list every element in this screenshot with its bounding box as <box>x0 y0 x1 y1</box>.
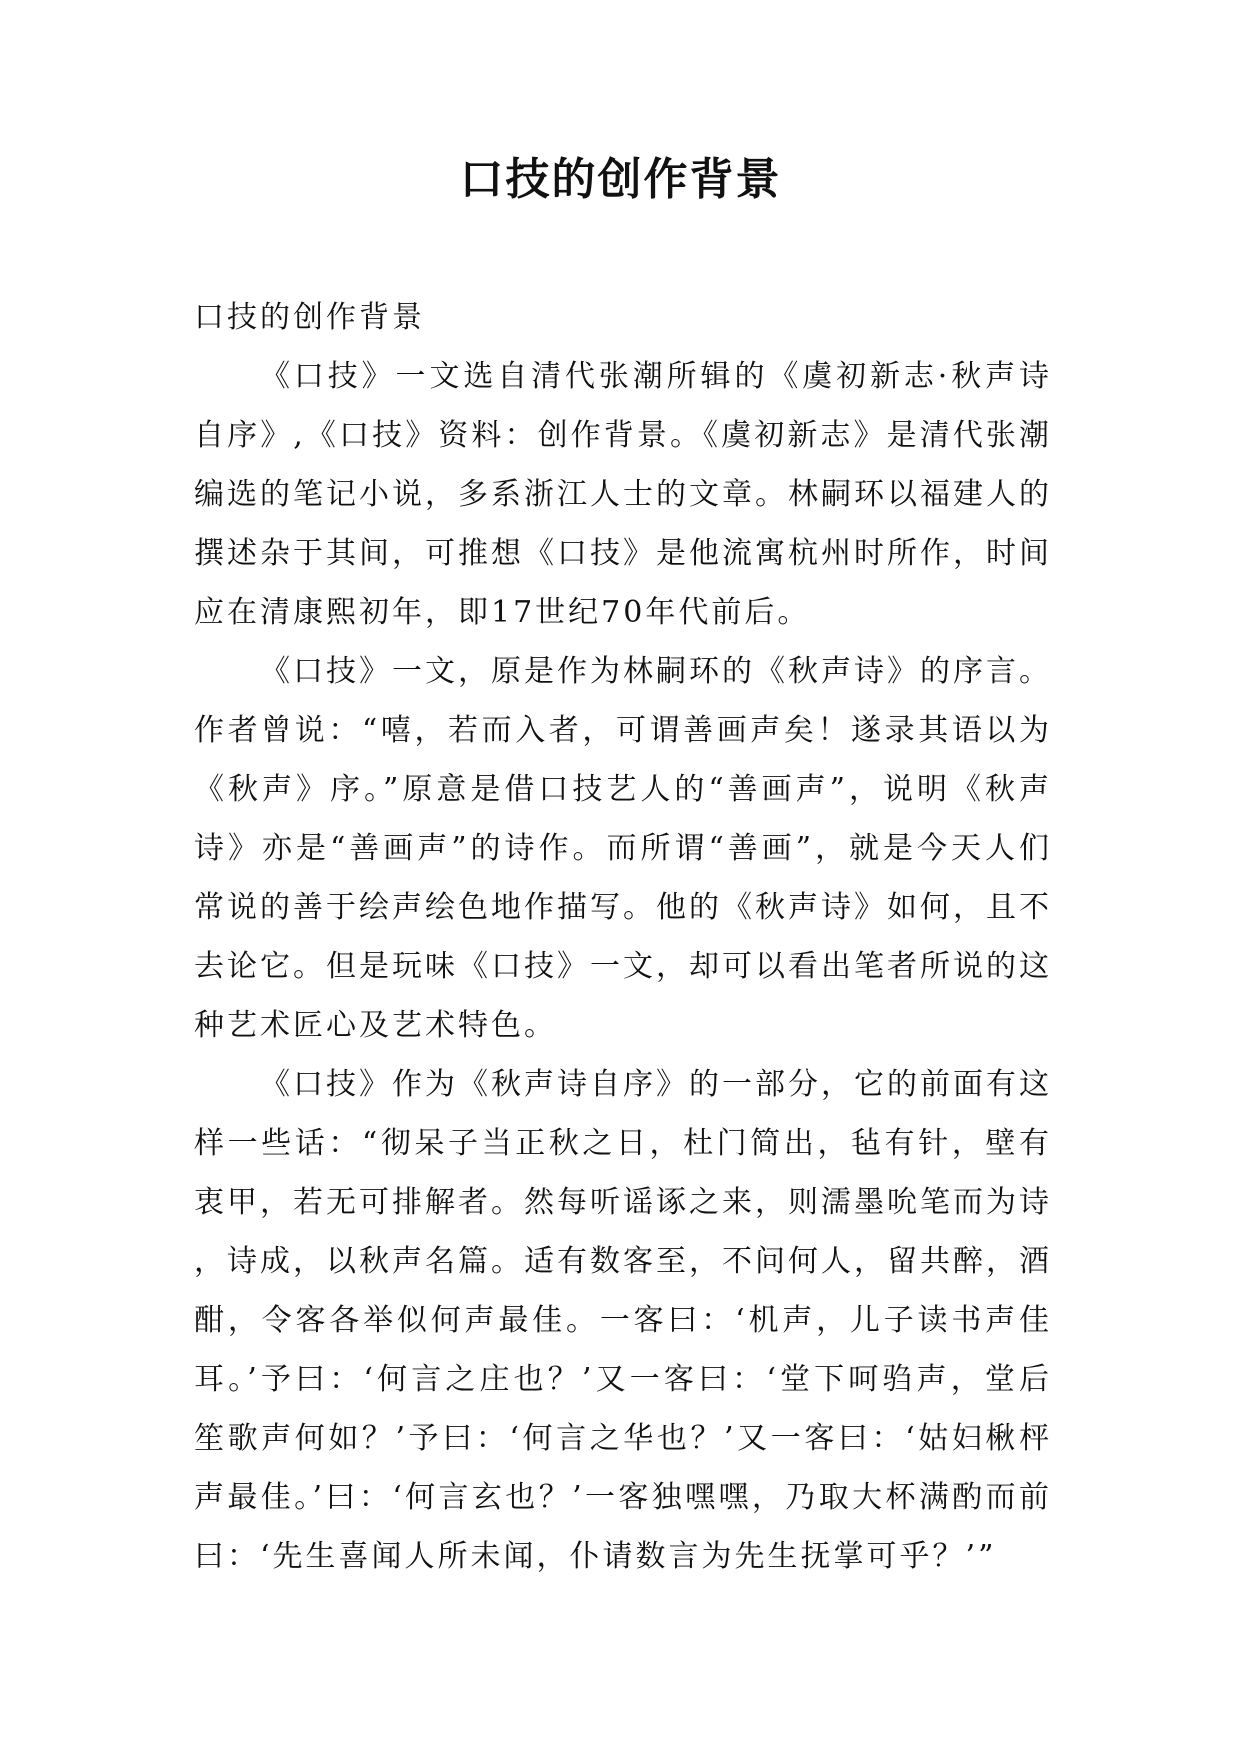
paragraph-3: 《口技》作为《秋声诗自序》的一部分，它的前面有这样一些话：“彻呆子当正秋之日，杜门简出，毡有针，壁有衷甲，若无可排解者。然每听谣诼之来，则濡墨吮笔而为诗，诗成，以秋声名篇。适有数客至，不问何人，留共醉，酒酣，令客各举似何声最佳。一客曰：‘机声，儿子读书声佳耳。’予曰：‘何言之庄也？’又一客曰：‘堂下呵驺声，堂后笙歌声何如？’予曰：‘何言之华也？’又一客曰：‘姑妇楸枰声最佳。’曰：‘何言玄也？’一客独嘿嘿，乃取大杯满酌而前曰：‘先生喜闻人所未闻，仆请数言为先生抚掌可乎？’” <box>194 1067 1052 1574</box>
paragraph-2: 《口技》一文，原是作为林嗣环的《秋声诗》的序言。作者曾说：“嘻，若而入者，可谓善画声矣！遂录其语以为《秋声》序。”原意是借口技艺人的“善画声”，说明《秋声诗》亦是“善画声”的诗作。而所谓“善画”，就是今天人们常说的善于绘声绘色地作描写。他的《秋声诗》如何，且不去论它。但是玩味《口技》一文，却可以看出笔者所说的这种艺术匠心及艺术特色。 <box>194 654 1052 1043</box>
document-subtitle: 口技的创作背景 <box>194 300 425 335</box>
document-title: 口技的创作背景 <box>459 154 782 205</box>
document-body <box>194 288 1052 1586</box>
paragraph-1: 《口技》一文选自清代张潮所辑的《虞初新志·秋声诗自序》,《口技》资料：创作背景。《虞初新志》是清代张潮编选的笔记小说，多系浙江人士的文章。林嗣环以福建人的撰述杂于其间，可推想《口技》是他流寓杭州时所作，时间应在清康熙初年，即17世纪70年代前后。 <box>194 359 1052 630</box>
